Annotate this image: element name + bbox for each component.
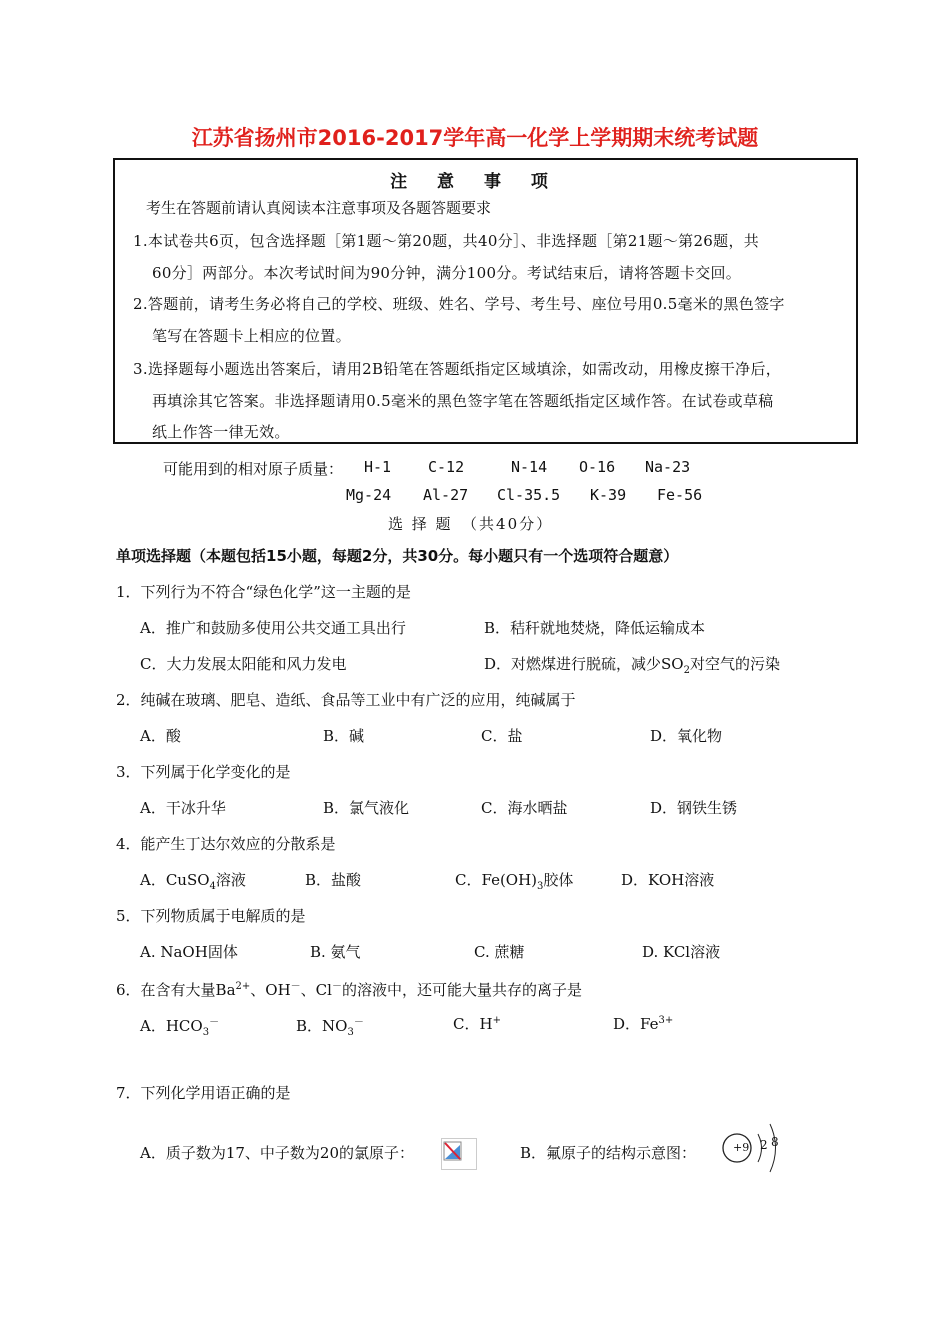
atomic-mass-al: Al-27 <box>423 486 469 504</box>
single-choice-header: 单项选择题（本题包括15小题，每题2分，共30分。每小题只有一个选项符合题意） <box>116 547 679 565</box>
atomic-mass-cl: Cl-35.5 <box>497 486 561 504</box>
q7-stem: 7．下列化学用语正确的是 <box>116 1084 291 1102</box>
chlorine-atom-image-placeholder <box>441 1138 477 1170</box>
fluorine-shell-1-electrons: 2 <box>760 1138 768 1152</box>
q7-option-b: B．氟原子的结构示意图： <box>520 1144 697 1162</box>
q6-option-d: D．$Fe^{3+}$ <box>613 1015 674 1033</box>
q5-option-d: D. KCl溶液 <box>642 943 721 961</box>
q4-stem: 4．能产生丁达尔效应的分散系是 <box>116 835 336 853</box>
notice-item-1: 1.本试卷共6页，包含选择题［第1题～第20题，共40分］、非选择题［第21题～第26题，共 <box>133 232 760 250</box>
q6-option-c: C．H+ <box>453 1015 501 1033</box>
notice-item-2: 2.答题前，请考生务必将自己的学校、班级、姓名、学号、考生号、座位号用0.5毫米的黑色签字 <box>133 295 785 313</box>
atomic-mass-mg: Mg-24 <box>346 486 392 504</box>
atomic-mass-o: O-16 <box>579 458 616 476</box>
atomic-mass-label: 可能用到的相对原子质量： <box>163 460 344 478</box>
q5-stem: 5．下列物质属于电解质的是 <box>116 907 306 925</box>
q4-option-c: C．$Fe(OH)_3$胶体 <box>455 871 574 892</box>
q6-option-b: B．$NO_3^-$ <box>296 1017 364 1038</box>
fluorine-nucleus-label: +9 <box>733 1141 750 1154</box>
q2-option-d: D．氧化物 <box>650 727 723 745</box>
q4-option-d: D．KOH溶液 <box>621 871 715 889</box>
q2-stem: 2．纯碱在玻璃、肥皂、造纸、食品等工业中有广泛的应用，纯碱属于 <box>116 691 576 709</box>
q1-option-a: A．推广和鼓励多使用公共交通工具出行 <box>140 619 406 637</box>
notice-intro: 考生在答题前请认真阅读本注意事项及各题答题要求 <box>146 199 492 217</box>
atomic-mass-k: K-39 <box>590 486 627 504</box>
atomic-mass-n: N-14 <box>511 458 548 476</box>
q7-option-a: A．质子数为17、中子数为20的氯原子： <box>140 1144 415 1162</box>
q5-option-b: B. 氨气 <box>310 943 361 961</box>
q3-option-a: A．干冰升华 <box>140 799 226 817</box>
q4-option-b: B．盐酸 <box>305 871 362 889</box>
q3-option-c: C．海水晒盐 <box>481 799 568 817</box>
q6-stem: 6．在含有大量$Ba^{2+}$、OH－、Cl－的溶液中，还可能大量共存的离子是 <box>116 981 582 999</box>
notice-item-2-cont: 笔写在答题卡上相应的位置。 <box>152 327 351 345</box>
exam-title: 江苏省扬州市2016-2017学年高一化学上学期期末统考试题 <box>191 126 759 150</box>
section-title: 选 择 题 （共40分） <box>388 515 554 533</box>
atomic-mass-h: H-1 <box>364 458 392 476</box>
q1-option-d: D．对燃煤进行脱硫，减少$SO_2$对空气的污染 <box>484 655 780 676</box>
atomic-mass-na: Na-23 <box>645 458 691 476</box>
q3-option-d: D．钢铁生锈 <box>650 799 738 817</box>
notice-item-1-cont: 60分］两部分。本次考试时间为90分钟，满分100分。考试结束后，请将答题卡交回。 <box>152 264 742 282</box>
notice-item-3-cont2: 纸上作答一律无效。 <box>152 423 290 441</box>
atomic-mass-fe: Fe-56 <box>657 486 703 504</box>
q1-stem: 1．下列行为不符合“绿色化学”这一主题的是 <box>116 583 411 601</box>
q4-option-a: A．CuSO$_4$溶液 <box>140 871 246 892</box>
broken-image-icon <box>442 1139 476 1169</box>
q5-option-c: C. 蔗糖 <box>474 943 525 961</box>
q3-stem: 3．下列属于化学变化的是 <box>116 763 291 781</box>
notice-item-3: 3.选择题每小题选出答案后，请用2B铅笔在答题纸指定区域填涂，如需改动，用橡皮擦干净后， <box>133 360 782 378</box>
q1-option-b: B．秸秆就地焚烧，降低运输成本 <box>484 619 706 637</box>
fluorine-shell-2-electrons: 8 <box>771 1135 779 1149</box>
q6-option-a: A．$HCO_3^-$ <box>140 1017 220 1038</box>
atomic-mass-c: C-12 <box>428 458 465 476</box>
q2-option-a: A．酸 <box>140 727 181 745</box>
q3-option-b: B．氯气液化 <box>323 799 410 817</box>
q2-option-c: C．盐 <box>481 727 523 745</box>
q5-option-a: A. NaOH固体 <box>140 943 238 961</box>
q1-option-c: C．大力发展太阳能和风力发电 <box>140 655 347 673</box>
notice-item-3-cont: 再填涂其它答案。非选择题请用0.5毫米的黑色签字笔在答题纸指定区域作答。在试卷或草稿 <box>152 392 774 410</box>
notice-heading: 注 意 事 项 <box>390 172 560 192</box>
q2-option-b: B．碱 <box>323 727 365 745</box>
